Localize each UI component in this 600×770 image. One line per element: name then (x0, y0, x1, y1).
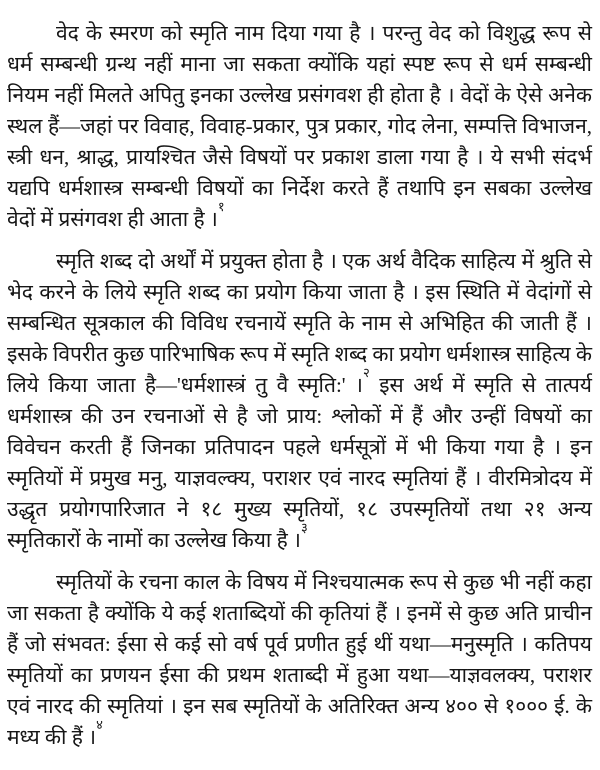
footnote-marker: १ (217, 199, 225, 214)
text-block (7, 18, 592, 753)
text-run: इस अर्थ में स्मृति से तात्पर्य धर्मशास्त्र की उन रचनाओं से है जो प्राय: श्लोकों में हैं और उन्हीं विषयों का विवेचन करती हैं जिनका प्रतिपादन पहले धर्मसूत्रों में भी किया गया है । इन स्मृतियों में प्रमुख मनु, याज्ञवल्क्य, पराशर एवं नारद स्मृतियां हैं । वीरमित्रोदय में उद्धृत प्रयोगपारिजात ने १८ मुख्य स्मृतियों, १८ उपस्मृतियों तथा २१ अन्य स्मृतिकारों के नामों का उल्लेख किया है । (7, 373, 592, 552)
footnote-marker: ३ (300, 520, 308, 535)
paragraph (7, 246, 592, 556)
footnote-marker: २ (363, 365, 370, 380)
paragraph (7, 567, 592, 753)
paragraph (7, 18, 592, 235)
footnote-marker: ४ (96, 717, 103, 732)
text-run: स्मृतियों के रचना काल के विषय में निश्चयात्मक रूप से कुछ भी नहीं कहा जा सकता है क्योंकि ये कई शताब्दियों की कृतियां हैं । इनमें से कुछ अति प्राचीन हैं जो संभवत: ईसा से कई सो वर्ष पूर्व प्रणीत हुई थीं यथा—मनुस्मृति । कतिपय स्मृतियों का प्रणयन ईसा की प्रथम शताब्दी में हुआ यथा—याज्ञवलक्य, पराशर एवं नारद की स्मृतियां । इन सब स्मृतियों के अतिरिक्त अन्य ४०० से १००० ई. के मध्य की हैं । (7, 570, 592, 749)
text-run: स्मृति शब्द दो अर्थों में प्रयुक्त होता है । एक अर्थ वैदिक साहित्य में श्रुति से भेद करने के लिये स्मृति शब्द का प्रयोग किया जाता है । इस स्थिति में वेदांगों से सम्बन्धित सूत्रकाल की विविध रचनायें स्मृति के नाम से अभिहित की जाती हैं । इसके विपरीत कुछ पारिभाषिक रूप में स्मृति शब्द का प्रयोग धर्मशास्त्र साहित्य के लिये किया जाता है—'धर्मशास्त्रं तु वै स्मृति:' । (7, 249, 592, 397)
text-run: वेद के स्मरण को स्मृति नाम दिया गया है । परन्तु वेद को विशुद्ध रूप से धर्म सम्बन्धी ग्रन्थ नहीं माना जा सकता क्योंकि यहां स्पष्ट रूप से धर्म सम्बन्धी नियम नहीं मिलते अपितु इनका उल्लेख प्रसंगवश ही होता है । वेदों के ऐसे अनेक स्थल हैं—जहां पर विवाह, विवाह-प्रकार, पुत्र प्रकार, गोद लेना, सम्पत्ति विभाजन, स्त्री धन, श्राद्ध, प्रायश्चित जैसे विषयों पर प्रकाश डाला गया है । ये सभी संदर्भ यद्यपि धर्मशास्त्र सम्बन्धी विषयों का निर्देश करते हैं तथापि इन सबका उल्लेख वेदों में प्रसंगवश ही आता है । (7, 21, 592, 231)
